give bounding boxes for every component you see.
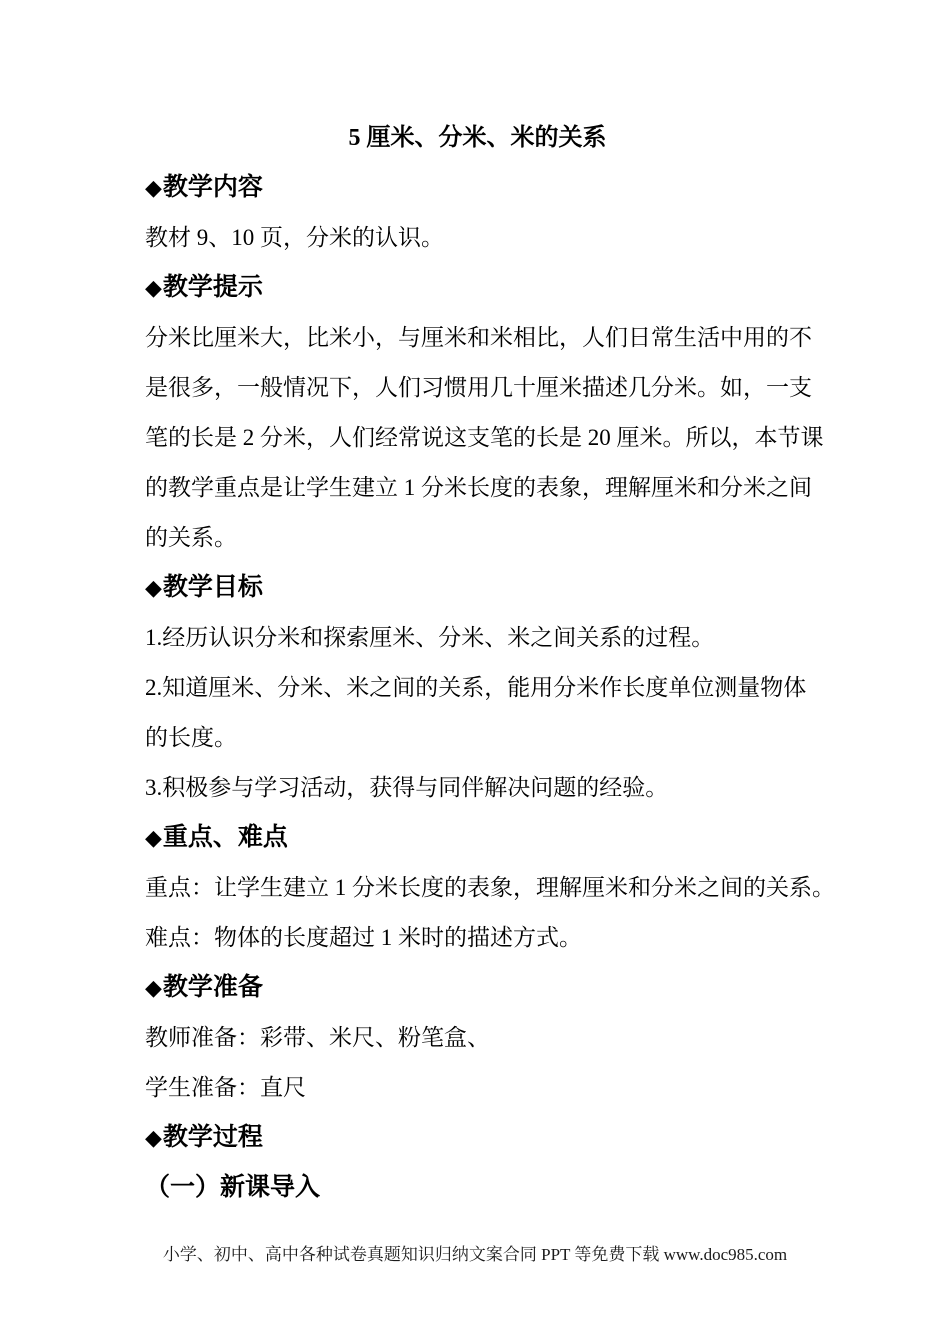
- goal-item-3: 3.积极参与学习活动，获得与同伴解决问题的经验。: [145, 775, 669, 800]
- paragraph-line: 2.知道厘米、分米、米之间的关系，能用分米作长度单位测量物体: [145, 675, 807, 700]
- heading-label: 重点、难点: [162, 824, 288, 851]
- diamond-bullet-icon: ◆: [145, 275, 162, 300]
- diamond-bullet-icon: ◆: [145, 575, 162, 600]
- section-heading-teaching-goals: [145, 563, 810, 613]
- key-point-text: 重点：让学生建立 1 分米长度的表象，理解厘米和分米之间的关系。: [145, 875, 835, 900]
- subsection-heading-new-lesson-intro: （一）新课导入: [145, 1174, 321, 1201]
- section-heading-key-difficult-points: [145, 813, 810, 863]
- paragraph-line: 笔的长是 2 分米，人们经常说这支笔的长是 20 厘米。所以，本节课: [145, 425, 824, 450]
- section-heading-teaching-process: [145, 1113, 810, 1163]
- document-content: [145, 113, 835, 1213]
- goal-item-2: [145, 663, 810, 763]
- difficult-point-text: 难点：物体的长度超过 1 米时的描述方式。: [145, 925, 582, 950]
- goal-item-1: 1.经历认识分米和探索厘米、分米、米之间关系的过程。: [145, 625, 715, 650]
- paragraph-line: 是很多，一般情况下，人们习惯用几十厘米描述几分米。如，一支: [145, 375, 812, 400]
- paragraph-line: 的教学重点是让学生建立 1 分米长度的表象，理解厘米和分米之间: [145, 475, 812, 500]
- section-heading-teaching-hints: [145, 263, 810, 313]
- diamond-bullet-icon: ◆: [145, 975, 162, 1000]
- teacher-preparation-text: 教师准备：彩带、米尺、粉笔盒、: [145, 1025, 490, 1050]
- paragraph-line: 的关系。: [145, 525, 237, 550]
- heading-label: 教学过程: [162, 1124, 263, 1151]
- student-preparation-text: 学生准备：直尺: [145, 1075, 306, 1100]
- heading-label: 教学内容: [162, 174, 263, 201]
- diamond-bullet-icon: ◆: [145, 825, 162, 850]
- document-title: 5 厘米、分米、米的关系: [348, 125, 607, 151]
- heading-label: 教学提示: [162, 274, 263, 301]
- paragraph-line: 分米比厘米大，比米小，与厘米和米相比，人们日常生活中用的不: [145, 325, 812, 350]
- paragraph-line: 的长度。: [145, 725, 237, 750]
- section-heading-teaching-content: [145, 163, 810, 213]
- paragraph-teaching-hints: [145, 313, 824, 563]
- heading-label: 教学目标: [162, 574, 263, 601]
- paragraph-teaching-content: 教材 9、10 页，分米的认识。: [145, 225, 444, 250]
- diamond-bullet-icon: ◆: [145, 175, 162, 200]
- diamond-bullet-icon: ◆: [145, 1125, 162, 1150]
- footer-watermark: 小学、初中、高中各种试卷真题知识归纳文案合同 PPT 等免费下载 www.doc985.com: [162, 1245, 788, 1264]
- heading-label: 教学准备: [162, 974, 263, 1001]
- section-heading-teaching-preparation: [145, 963, 810, 1013]
